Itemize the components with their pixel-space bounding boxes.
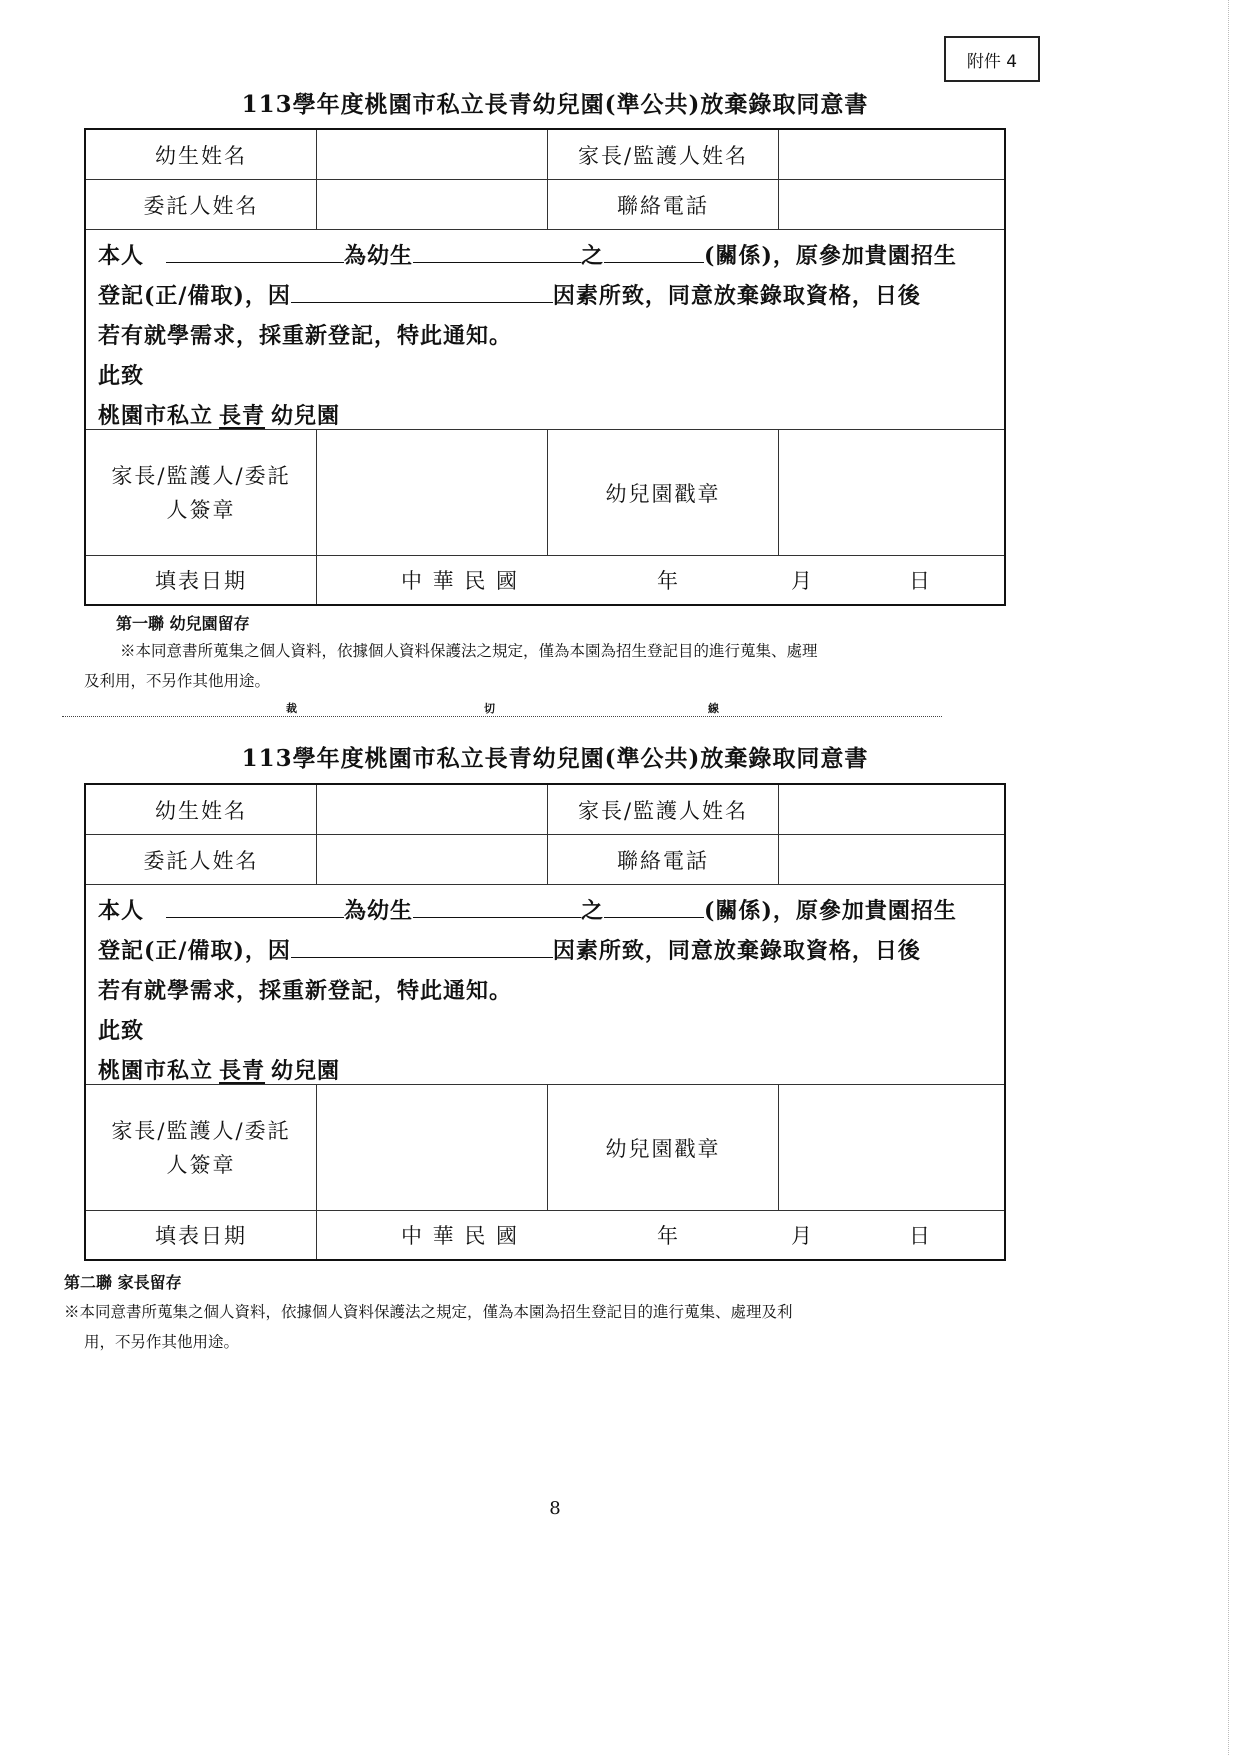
signature-field[interactable]	[317, 430, 548, 555]
text-self: 本人	[98, 898, 145, 924]
text-self: 本人	[98, 243, 145, 269]
date-field[interactable]	[317, 1211, 1004, 1259]
text-reason: 因素所致，同意放棄錄取資格，日後	[552, 938, 921, 964]
form2-note-line2: 用，不另作其他用途。	[84, 1333, 240, 1351]
form2-note-line1: ※本同意書所蒐集之個人資料，依據個人資料保護法之規定，僅為本園為招生登記目的進行蒐集、處理及利	[64, 1303, 793, 1321]
date-day: 日	[909, 569, 932, 593]
relation-blank[interactable]	[604, 895, 704, 918]
statement-line-2	[98, 931, 994, 971]
form1-privacy-note	[84, 636, 1044, 696]
text-relation: (關係)，原參加貴園招生	[704, 898, 957, 924]
page-number: 8	[549, 1498, 561, 1519]
statement-line-2	[98, 276, 994, 316]
form2-table	[84, 783, 1006, 1261]
form1-statement	[86, 230, 1004, 430]
date-year: 年	[657, 569, 680, 593]
parent-name-label: 家長/監護人姓名	[548, 130, 779, 179]
cut-char-1: 裁	[286, 702, 297, 715]
form1-note-line1: ※本同意書所蒐集之個人資料，依據個人資料保護法之規定，僅為本園為招生登記目的進行蒐集、處理	[120, 642, 818, 660]
statement-line-4: 此致	[98, 1018, 145, 1044]
phone-label: 聯絡電話	[548, 835, 779, 884]
date-label: 填表日期	[86, 556, 317, 604]
parent-name-field[interactable]	[779, 130, 1004, 179]
scan-edge-divider	[1228, 0, 1230, 1755]
parent-name-field[interactable]	[779, 785, 1004, 834]
form1-row-names	[86, 130, 1004, 180]
child-blank[interactable]	[413, 895, 581, 918]
trustee-name-label: 委託人姓名	[86, 180, 317, 229]
parent-name-label: 家長/監護人姓名	[548, 785, 779, 834]
signature-label-line1: 家長/監護人/委託	[111, 463, 291, 488]
phone-label: 聯絡電話	[548, 180, 779, 229]
text-for-child: 為幼生	[344, 243, 414, 269]
text-city-private: 桃園市私立	[98, 403, 214, 429]
child-name-field[interactable]	[317, 130, 548, 179]
text-kindergarten: 幼兒園	[271, 403, 341, 429]
school-name: 長青	[219, 403, 266, 429]
text-of: 之	[581, 898, 605, 924]
self-name-blank[interactable]	[166, 895, 344, 918]
text-registration: 登記(正/備取)，因	[98, 938, 291, 964]
trustee-name-field[interactable]	[317, 180, 548, 229]
statement-line-1	[98, 236, 994, 276]
text-of: 之	[581, 243, 605, 269]
stamp-field[interactable]	[779, 1085, 1004, 1210]
form1-table	[84, 128, 1006, 606]
text-registration: 登記(正/備取)，因	[98, 283, 291, 309]
text-for-child: 為幼生	[344, 898, 414, 924]
date-year: 年	[657, 1224, 680, 1248]
form1-row-contact	[86, 180, 1004, 230]
relation-blank[interactable]	[604, 240, 704, 263]
stamp-label: 幼兒園戳章	[548, 430, 779, 555]
child-name-label: 幼生姓名	[86, 130, 317, 179]
cut-char-2: 切	[484, 702, 495, 715]
reason-blank[interactable]	[291, 280, 553, 303]
child-name-label: 幼生姓名	[86, 785, 317, 834]
signature-field[interactable]	[317, 1085, 548, 1210]
form1-note-line2: 及利用，不另作其他用途。	[84, 672, 271, 690]
signature-label-line2: 人簽章	[166, 1152, 236, 1177]
statement-line-3: 若有就學需求，採重新登記，特此通知。	[98, 323, 513, 349]
cut-line	[62, 702, 942, 717]
attachment-badge: 附件 4	[944, 36, 1040, 82]
date-day: 日	[909, 1224, 932, 1248]
form2-copy-label: 第二聯 家長留存	[64, 1273, 182, 1292]
form2-row-sign	[86, 1085, 1004, 1211]
form1-copy-label: 第一聯 幼兒園留存	[116, 614, 250, 633]
date-label: 填表日期	[86, 1211, 317, 1259]
signature-label	[86, 430, 317, 555]
date-era: 中 華 民 國	[401, 1224, 520, 1248]
signature-label	[86, 1085, 317, 1210]
date-field[interactable]	[317, 556, 1004, 604]
child-name-field[interactable]	[317, 785, 548, 834]
reason-blank[interactable]	[291, 935, 553, 958]
statement-line-1	[98, 891, 994, 931]
form2-title: 113學年度桃園市私立長青幼兒園(準公共)放棄錄取同意書	[241, 745, 869, 772]
trustee-name-field[interactable]	[317, 835, 548, 884]
stamp-label: 幼兒園戳章	[548, 1085, 779, 1210]
form2-privacy-note	[64, 1297, 1054, 1357]
phone-field[interactable]	[779, 835, 1004, 884]
date-era: 中 華 民 國	[401, 569, 520, 593]
form1-title: 113學年度桃園市私立長青幼兒園(準公共)放棄錄取同意書	[241, 91, 869, 118]
text-reason: 因素所致，同意放棄錄取資格，日後	[552, 283, 921, 309]
signature-label-line2: 人簽章	[166, 497, 236, 522]
date-month: 月	[791, 1224, 814, 1248]
date-month: 月	[791, 569, 814, 593]
form2-row-contact	[86, 835, 1004, 885]
signature-label-line1: 家長/監護人/委託	[111, 1118, 291, 1143]
text-city-private: 桃園市私立	[98, 1058, 214, 1084]
cut-char-3: 線	[708, 702, 719, 715]
text-relation: (關係)，原參加貴園招生	[704, 243, 957, 269]
form2-row-date	[86, 1211, 1004, 1259]
form2-statement	[86, 885, 1004, 1085]
school-name: 長青	[219, 1058, 266, 1084]
self-name-blank[interactable]	[166, 240, 344, 263]
text-kindergarten: 幼兒園	[271, 1058, 341, 1084]
form1-row-sign	[86, 430, 1004, 556]
trustee-name-label: 委託人姓名	[86, 835, 317, 884]
stamp-field[interactable]	[779, 430, 1004, 555]
phone-field[interactable]	[779, 180, 1004, 229]
child-blank[interactable]	[413, 240, 581, 263]
statement-line-4: 此致	[98, 363, 145, 389]
form2-row-names	[86, 785, 1004, 835]
form1-row-date	[86, 556, 1004, 604]
statement-line-3: 若有就學需求，採重新登記，特此通知。	[98, 978, 513, 1004]
